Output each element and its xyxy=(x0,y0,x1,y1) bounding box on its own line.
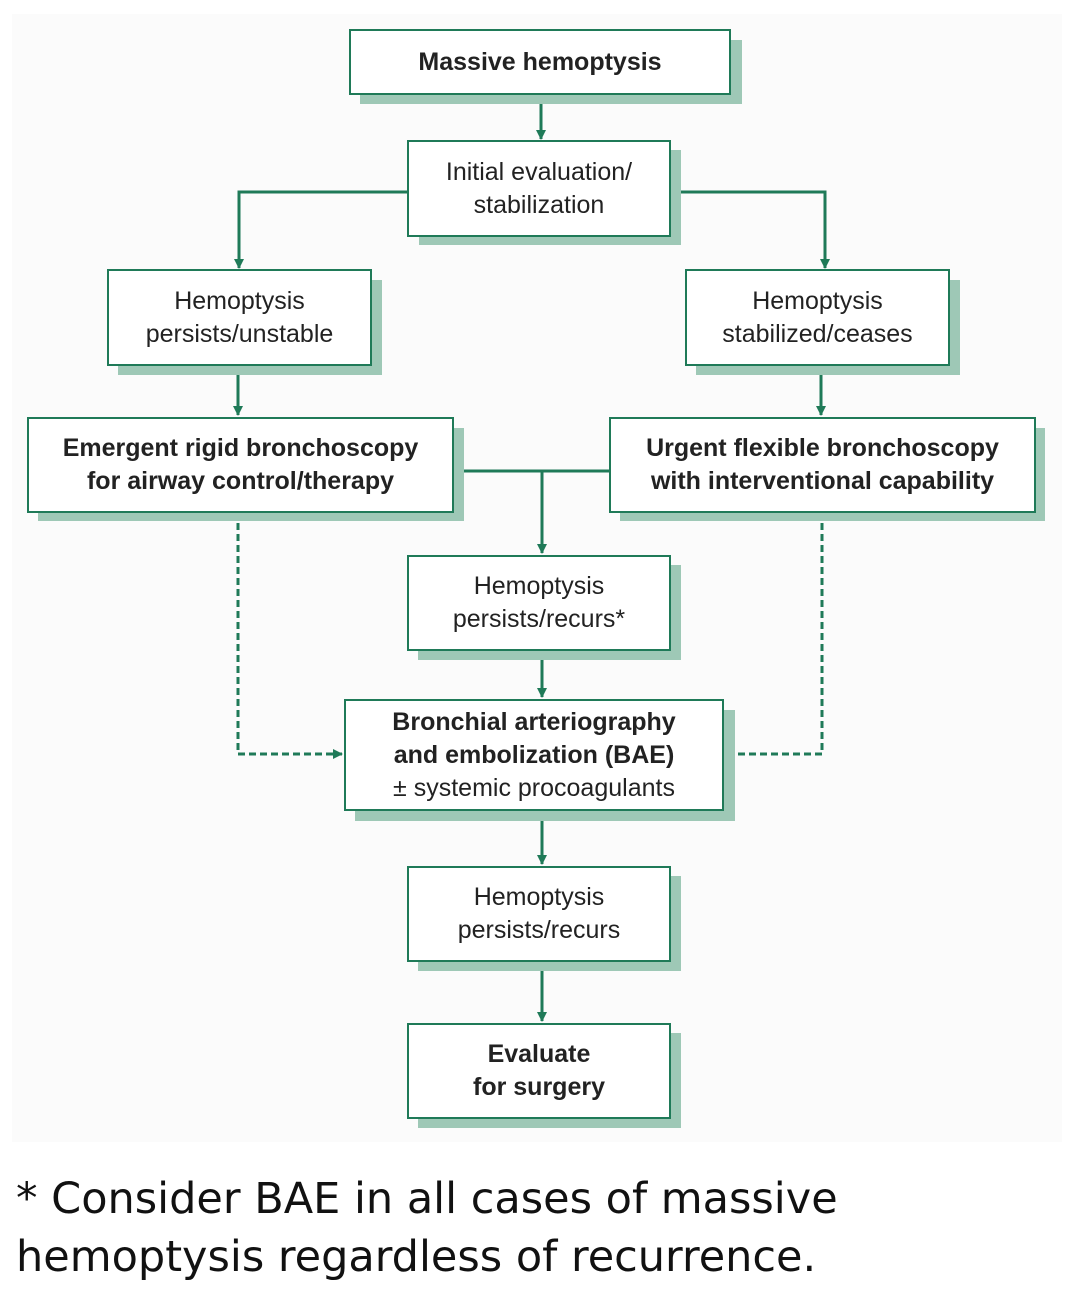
box-bae-line2: and embolization (BAE) xyxy=(393,740,675,769)
dashed-arrow-rigid-to-bae xyxy=(238,512,342,754)
box-unstable-line1: Hemoptysis xyxy=(174,286,305,315)
dashed-arrow-flexible-to-bae xyxy=(724,512,822,754)
box-initial-line2: stabilization xyxy=(473,190,605,219)
box-unstable-line2: persists/unstable xyxy=(145,319,334,348)
arrow-initial-to-stabilized xyxy=(669,192,825,268)
box-stabilized-line2: stabilized/ceases xyxy=(722,319,913,348)
box-flexible-line2: with interventional capability xyxy=(650,467,995,495)
box-massive-hemoptysis xyxy=(349,29,731,95)
box-persists-unstable xyxy=(107,269,372,366)
box-stabilized-line1: Hemoptysis xyxy=(752,286,883,315)
box-rigid-line2: for airway control/therapy xyxy=(86,467,395,495)
box-persists-recurs-star xyxy=(407,555,671,651)
box-recurs-star-line1: Hemoptysis xyxy=(473,572,605,600)
box-stabilized-ceases xyxy=(685,269,950,366)
box-flexible-line1: Urgent flexible bronchoscopy xyxy=(646,434,999,462)
box-persists-recurs xyxy=(407,866,671,962)
box-recurs-line2: persists/recurs xyxy=(457,916,621,944)
box-massive-line1: Massive hemoptysis xyxy=(418,47,662,76)
footnote xyxy=(16,1170,1056,1286)
box-bae-line3: ± systemic procoagulants xyxy=(393,773,675,802)
box-emergent-rigid-bronchoscopy xyxy=(27,417,454,513)
box-evaluate-for-surgery xyxy=(407,1023,671,1119)
footnote-line2: hemoptysis regardless of recurrence. xyxy=(16,1232,817,1282)
box-recurs-star-line2: persists/recurs* xyxy=(452,605,626,633)
box-surgery-line1: Evaluate xyxy=(487,1040,591,1068)
footnote-line1: * Consider BAE in all cases of massive xyxy=(16,1174,838,1224)
box-recurs-line1: Hemoptysis xyxy=(473,883,605,911)
box-initial-evaluation xyxy=(407,140,671,237)
box-urgent-flexible-bronchoscopy xyxy=(609,417,1036,513)
box-initial-line1: Initial evaluation/ xyxy=(445,157,633,186)
box-bae-line1: Bronchial arteriography xyxy=(392,707,676,736)
arrow-initial-to-persists-unstable xyxy=(239,192,409,268)
box-surgery-line2: for surgery xyxy=(473,1073,605,1101)
box-bae xyxy=(344,699,724,811)
box-rigid-line1: Emergent rigid bronchoscopy xyxy=(62,434,419,462)
